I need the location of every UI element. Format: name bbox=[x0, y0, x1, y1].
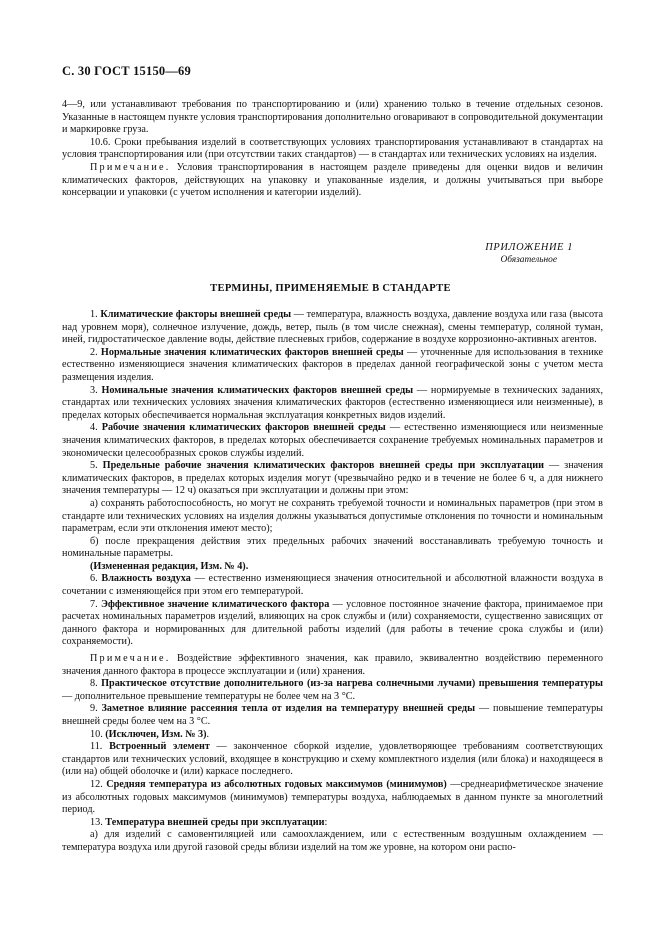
term-13-item-a: а) для изделий с самовентиляцией или самоохлаждением, или с естественным воздушным охлаждением — температура воздуха или другой газовой среды вблизи изделий на том же уровне, на котором они распо- bbox=[62, 829, 603, 853]
term-7 bbox=[62, 599, 603, 649]
note-text: Условия транспортирования в настоящем разделе приведены для оценки видов и величин климатических факторов, действующих на упаковку и упакованные изделия, и должны учитываться при выборе консервации и упаковки (с учетом исполнения и категории изделий). bbox=[62, 161, 603, 199]
term-definition: — естественно изменяющиеся значения относительной и абсолютной влажности воздуха в сочетании с изменяющейся при этом его температурой. bbox=[62, 573, 604, 598]
term-definition: — нормируемые в технических заданиях, стандартах или технических условиях значения климатических факторов (естественно изменяющиеся или неизменные), в пределах которых обеспечивается нормальная эксплуатация конкретных видов изделий. bbox=[62, 384, 604, 421]
term-5-item-a: а) сохранять работоспособность, но могут не сохранять требуемой точности и номинальных параметров (при этом в стандарте или технических условиях на изделия должны указываться допустимые отклонения по точности и номинальным параметрам, если эти отклонения имеют место); bbox=[62, 497, 603, 535]
term-definition: : bbox=[324, 816, 328, 828]
term-number: 8. bbox=[90, 678, 102, 690]
term-5 bbox=[62, 460, 603, 498]
term-10 bbox=[62, 729, 603, 742]
appendix-label bbox=[485, 241, 573, 267]
term-definition: — законченное сборкой изделие, удовлетворяющее требованиям соответствующих стандартов или технических условий, входящее в конструкцию и схему комплектного изделия (или блока) и находящееся в (или на) общей оболочке и (или) каркасе последнего. bbox=[62, 741, 603, 778]
note-text: Воздействие эффективного значения, как правило, эквивалентно воздействию переменного значения данного фактора в процессе эксплуатации и (или) хранения. bbox=[62, 653, 603, 677]
term-9 bbox=[62, 703, 603, 728]
term-name: Номинальные значения климатических факторов внешней среды bbox=[101, 384, 414, 396]
intro-note bbox=[62, 162, 603, 200]
term-12 bbox=[62, 779, 603, 817]
term-11 bbox=[62, 741, 603, 779]
term-definition: — значения климатических факторов, в пределах которых изделия могут (чрезвычайно редко и в течение не более 6 ч, а для нижнего значения температуры — 12 ч) оказаться при эксплуатации и должны при этом: bbox=[62, 460, 604, 497]
term-8 bbox=[62, 678, 603, 703]
term-number: 1. bbox=[90, 309, 101, 320]
term-number: 4. bbox=[90, 422, 102, 434]
term-name: (Исключен, Изм. № 3) bbox=[105, 728, 207, 740]
term-number: 11. bbox=[90, 741, 110, 753]
term-3 bbox=[62, 385, 603, 423]
terms-block bbox=[62, 309, 603, 855]
term-name: Заметное влияние рассеяния тепла от изделия на температуру внешней среды bbox=[101, 703, 476, 715]
term-name: Предельные рабочие значения климатических факторов внешней среды при эксплуатации bbox=[102, 460, 544, 472]
intro-block bbox=[62, 99, 603, 200]
term-1 bbox=[62, 309, 603, 347]
term-name: Средняя температура из абсолютных годовых максимумов (минимумов) bbox=[106, 778, 447, 790]
term-name: Встроенный элемент bbox=[109, 741, 210, 753]
term-definition: . bbox=[206, 728, 210, 740]
term-name: Рабочие значения климатических факторов внешней среды bbox=[101, 422, 386, 434]
term-definition: — дополнительное превышение температуры не более чем на 3 °С. bbox=[62, 690, 356, 702]
term-number: 2. bbox=[90, 346, 101, 358]
note-label: Примечание. bbox=[90, 653, 171, 665]
term-name: Нормальные значения климатических факторов внешней среды bbox=[100, 346, 404, 358]
intro-paragraph-continuation: 4—9, или устанавливают требования по транспортированию и (или) хранению только в течение отдельных сезонов. Указанные в настоящем пункте условия транспортирования дополнительно оговаривают в сопроводительной документации и маркировке груза. bbox=[62, 99, 603, 136]
intro-paragraph-10-6: 10.6. Сроки пребывания изделий в соответствующих условиях транспортирования устанавливают в стандартах на условия транспортирования или (при отсутствии таких стандартов) — в стандартах или технических условиях на изделия. bbox=[62, 136, 603, 161]
appendix-subtitle: Обязательное bbox=[500, 255, 557, 265]
term-number: 13. bbox=[90, 816, 106, 828]
term-number: 10. bbox=[90, 728, 106, 740]
term-number: 12. bbox=[90, 778, 107, 790]
section-title: ТЕРМИНЫ, ПРИМЕНЯЕМЫЕ В СТАНДАРТЕ bbox=[210, 283, 451, 294]
term-13 bbox=[62, 817, 603, 830]
term-number: 6. bbox=[90, 573, 102, 585]
term-5-item-b: б) после прекращения действия этих предельных рабочих значений восстанавливать требуемую точность и номинальные параметры. bbox=[62, 535, 603, 560]
term-5-revision bbox=[62, 561, 603, 574]
term-name: Влажность воздуха bbox=[101, 573, 191, 585]
term-7-note bbox=[62, 653, 603, 678]
term-2 bbox=[62, 347, 603, 385]
appendix-title: ПРИЛОЖЕНИЕ 1 bbox=[485, 242, 573, 253]
term-name: Эффективное значение климатического фактора bbox=[100, 598, 330, 610]
term-definition: — условное постоянное значение фактора, принимаемое при расчетах номинальных параметров изделий, влияющих на срок службы и (или) сохраняемости, существенно зависящих от данного фактора и нормированных для длительной работы изделий (для работы в течение срока службы и (или) сохраняемости). bbox=[62, 598, 603, 648]
term-number: 3. bbox=[90, 384, 102, 396]
page-header: С. 30 ГОСТ 15150—69 bbox=[62, 64, 191, 78]
term-definition: — уточненные для использования в технике естественно изменяющиеся значения климатических факторов в пределах данной географической зоны с учетом места размещения изделия. bbox=[62, 346, 603, 383]
term-name: Климатические факторы внешней среды bbox=[100, 309, 292, 320]
term-definition: — естественно изменяющиеся или неизменные значения климатических факторов, в пределах которых обеспечивается сохранение требуемых номинальных параметров и экономически целесообразных сроков службы изделий. bbox=[62, 422, 604, 459]
term-4 bbox=[62, 422, 603, 460]
note-label: Примечание. bbox=[90, 161, 171, 173]
term-definition: —среднеарифметическое значение из абсолютных годовых максимумов (минимумов) температуры воздуха, наблюдаемых в данном пункте за многолетний период. bbox=[62, 778, 604, 816]
term-number: 7. bbox=[90, 598, 101, 610]
term-number: 5. bbox=[90, 460, 103, 472]
term-6 bbox=[62, 573, 603, 598]
term-name: Температура внешней среды при эксплуатации bbox=[105, 816, 325, 828]
term-number: 9. bbox=[90, 703, 102, 715]
term-definition: — температура, влажность воздуха, давление воздуха или газа (высота над уровнем моря), солнечное излучение, дождь, ветер, пыль (в том числе снежная), смены температур, соляной туман, иней, гидростатическое давление воды, действие плесневых грибов, содержание в воздухе коррозионно-активных агентов. bbox=[62, 309, 604, 346]
revision-note: (Измененная редакция, Изм. № 4). bbox=[90, 560, 249, 572]
term-name: Практическое отсутствие дополнительного (из-за нагрева солнечными лучами) превышения температуры bbox=[101, 678, 604, 690]
term-definition: — повышение температуры внешней среды более чем на 3 °С. bbox=[62, 703, 604, 727]
